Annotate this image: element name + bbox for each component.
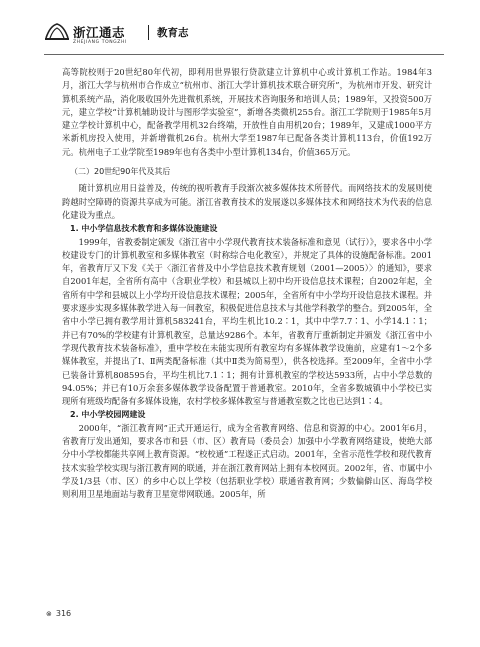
emblem-icon <box>44 22 70 42</box>
header-rule <box>44 54 444 55</box>
paragraph: 高等院校则于20世纪80年代初，即利用世界银行贷款建立计算机中心或计算机工作站。1984年3月，浙江大学与杭州市合作成立“杭州市、浙江大学计算机技术联合研究所”，为杭州市开发、研究计算机系统产品，消化吸收国外先进微机系统，开展技术咨询服务和培训人员；1989年，又投资500万元，建立学校“计算机辅助设计与图形学实验室”，新增各类微机255台。浙江工学院则于1985年5月建立学校计算机中心，配备教学用机32台终端，开放性自由用机20台；1989年，又建成1000平方米新机房投入使用，并新增微机26台。杭州大学至1987年已配备各类计算机113台，价值192万元。杭州电子工业学院至1989年也有各类中小型计算机134台，价值365万元。 <box>62 67 432 157</box>
page-number: 316 <box>55 609 72 618</box>
item-heading: 2. 中小学校园网建设 <box>70 410 146 420</box>
body-text <box>62 66 432 502</box>
brand-title: 浙江通志 <box>73 25 126 40</box>
section-title: 教育志 <box>157 27 189 39</box>
brand-subtitle: ZHEJIANG TONGZHI <box>73 40 127 45</box>
subsection-heading: （二）20世纪90年代及其后 <box>70 167 171 177</box>
paragraph: 随计算机应用日益普及，传统的视听教育手段渐次被多媒体技术所替代。而网络技术的发展则使跨越时空障碍的资源共享成为可能。浙江省教育技术的发展遂以多媒体技术和网络技术为代表的信息化建设为重点。 <box>62 183 432 220</box>
page-footer <box>46 609 71 618</box>
paragraph: 2000年，“浙江教育网”正式开通运行，成为全省教育网络、信息和资源的中心。2001年6月，省教育厅发出通知，要求各市和县（市、区）教育局（委员会）加强中小学教育网络建设，使绝大部分中小学校都能共享网上教育资源。“校校通”工程遂正式启动。2001年，全省示范性学校和现代教育技术实验学校实现与浙江教育网的联通，并在浙江教育网站上拥有本校网页。2002年，省、市属中小学及1/3县（市、区）的乡中心以上学校（包括职业学校）联通省教育网；少数偏僻山区、海岛学校则利用卫星地面站与教育卫星宽带网联通。2005年，所 <box>62 422 432 500</box>
page-header <box>44 22 444 66</box>
paragraph: 1999年，省教委制定颁发《浙江省中小学现代教育技术装备标准和意见（试行）》，要求各中小学校建设专门的计算机教室和多媒体教室（时称综合电化教室），并规定了具体的设施配备标准。2001年，省教育厅又下发《关于〈浙江省普及中小学信息技术教育规划（2001—2005）〉的通知》，要求自2001年起，全省所有高中（含职业学校）和县城以上初中均开设信息技术课程；自2002年起，全省所有中学和县城以上小学均开设信息技术课程；2005年，全省所有中小学均开设信息技术课程。并要求逐步实现多媒体教学进入每一间教室，积极促进信息技术与其他学科教学的整合。到2005年，全省中小学已拥有教学用计算机583241台，平均生机比10.2∶1，其中中学7.7∶1、小学14.1∶1；并已有70%的学校建有计算机教室，总量达9286个。本年，省教育厅重新制定并颁发《浙江省中小学现代教育技术装备标准》，重申学校在未能实现所有教室均有多媒体教学设施前，应建有1～2个多媒体教室，并提出了Ⅰ、Ⅱ两类配备标准（其中Ⅱ类为简易型），供各校选择。至2009年，全省中小学已装备计算机808595台，平均生机比7.1∶1；拥有计算机教室的学校达5933所，占中小学总数的94.05%；并已有10万余套多媒体教学设备配置于普通教室。2010年，全省多数城镇中小学校已实现所有班级均配备有多媒体设施，农村学校多媒体教室与普通教室数之比也已达到1∶4。 <box>62 236 432 407</box>
item-heading: 1. 中小学信息技术教育和多媒体设施建设 <box>70 224 218 234</box>
page-marker-icon: ⊗ <box>46 610 52 618</box>
header-divider <box>148 25 149 40</box>
